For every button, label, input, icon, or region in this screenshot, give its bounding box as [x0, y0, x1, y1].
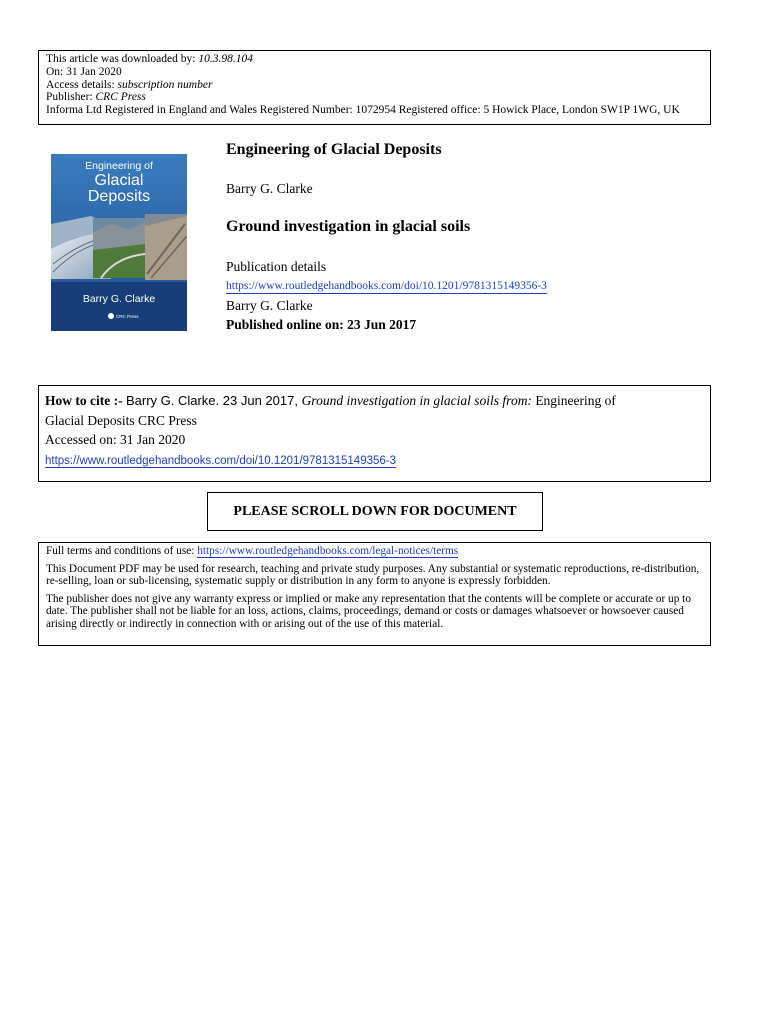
cite-book-part1: Engineering of — [535, 393, 616, 408]
publisher-value: CRC Press — [95, 91, 146, 104]
cite-accessed: Accessed on: 31 Jan 2020 — [45, 432, 186, 447]
terms-paragraph-warranty: The publisher does not give any warranty express or implied or make any representation that the contents will be complete or accurate or up to date. The publisher shall not be liable for an loss, actions, claims, proceedings, demand or costs or damages whatsoever or howsoever caused arising directly or indirectly in connection with or arising out of the use of this material. — [46, 592, 691, 630]
download-date-label: On: — [46, 65, 67, 78]
access-details-row — [46, 79, 703, 92]
publication-author: Barry G. Clarke — [226, 298, 313, 313]
access-details-value: subscription number — [117, 78, 213, 91]
how-to-cite-box — [38, 385, 711, 482]
cite-chapter: Ground investigation in glacial soils from: — [301, 393, 536, 408]
terms-conditions-box — [38, 542, 711, 646]
published-online-date: Published online on: 23 Jun 2017 — [226, 317, 417, 332]
book-title: Engineering of Glacial Deposits — [226, 141, 442, 158]
book-cover-art — [51, 154, 187, 331]
scroll-down-notice: PLEASE SCROLL DOWN FOR DOCUMENT — [207, 492, 543, 531]
cover-title-line2: Glacial — [94, 172, 144, 189]
book-author: Barry G. Clarke — [226, 181, 313, 196]
cite-book-part2: Glacial Deposits CRC Press — [45, 412, 197, 428]
full-terms-row — [46, 545, 703, 558]
downloaded-by-row — [46, 53, 703, 66]
terms-paragraph-usage: This Document PDF may be used for research, teaching and private study purposes. Any substantial or systematic reproductions, re-distribution, re-selling, loan or sub-licensing, systematic supply or distribution in any form to anyone is expressly forbidden. — [46, 562, 700, 587]
downloaded-by-label: This article was downloaded by: — [46, 53, 199, 65]
download-info-box — [38, 50, 711, 125]
book-cover-image — [51, 154, 187, 331]
download-date-value: 31 Jan 2020 — [66, 65, 122, 78]
download-date-row — [46, 66, 703, 79]
cover-publisher-mark: CRC Press — [116, 314, 139, 319]
publication-doi-link[interactable]: https://www.routledgehandbooks.com/doi/10.1201/9781315149356-3 — [226, 280, 547, 292]
cite-doi-link[interactable]: https://www.routledgehandbooks.com/doi/10.1201/9781315149356-3 — [45, 454, 397, 467]
publisher-row — [46, 91, 703, 104]
cover-author: Barry G. Clarke — [82, 293, 156, 305]
cover-title-line3: Deposits — [87, 188, 151, 205]
cover-title-line1: Engineering of — [85, 160, 153, 172]
cite-line1 — [45, 391, 704, 411]
registration-row: Informa Ltd Registered in England and Wales Registered Number: 1072954 Registered office: 5 Howick Place, London SW1P 1WG, UK — [46, 104, 680, 117]
cite-author-date: Barry G. Clarke. 23 Jun 2017, — [125, 393, 302, 408]
publication-details-label: Publication details — [226, 259, 327, 274]
downloaded-by-value: 10.3.98.104 — [198, 53, 253, 65]
full-terms-link[interactable]: https://www.routledgehandbooks.com/legal-notices/terms — [197, 545, 459, 557]
cite-label: How to cite :- — [45, 393, 126, 408]
access-details-label: Access details: — [46, 78, 118, 91]
crc-press-logo-icon — [108, 313, 114, 319]
publisher-label: Publisher: — [46, 91, 96, 104]
full-terms-label: Full terms and conditions of use: — [46, 545, 198, 557]
chapter-title: Ground investigation in glacial soils — [226, 218, 471, 235]
